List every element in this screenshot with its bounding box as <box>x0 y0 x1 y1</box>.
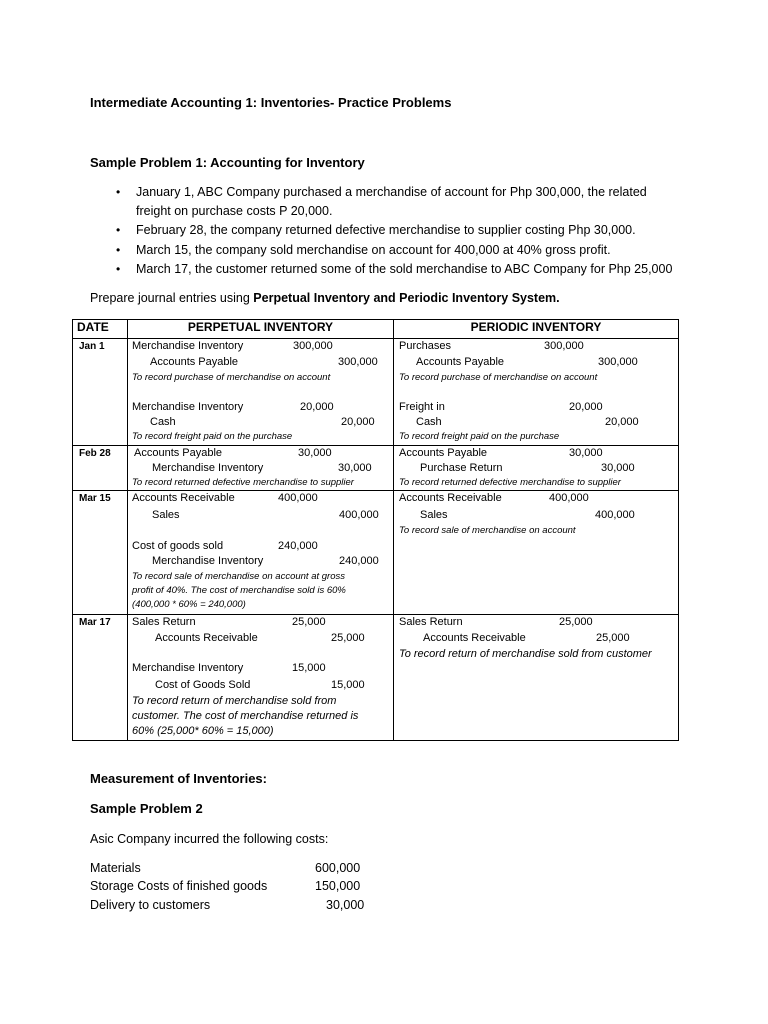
account-debit: Purchases <box>399 340 451 352</box>
entry-narration: To record sale of merchandise on account <box>399 525 576 536</box>
table-row <box>73 491 679 615</box>
account-credit: Purchase Return <box>420 462 503 474</box>
problem2-title: Sample Problem 2 <box>90 801 203 816</box>
bullet-dot-icon: • <box>116 223 121 237</box>
entry-narration: To record return of merchandise sold from <box>132 695 337 707</box>
account-debit: Sales Return <box>132 616 196 628</box>
debit-amount: 25,000 <box>292 616 326 628</box>
cost-label: Materials <box>90 861 141 875</box>
entry-narration: To record returned defective merchandise to supplier <box>132 477 354 488</box>
account-debit: Merchandise Inventory <box>132 401 244 413</box>
account-debit: Merchandise Inventory <box>132 340 244 352</box>
cost-amount: 600,000 <box>315 861 361 875</box>
table-row <box>73 339 679 446</box>
bullet-item-continued: freight on purchase costs P 20,000. <box>136 204 333 218</box>
bullet-item: March 17, the customer returned some of the sold merchandise to ABC Company for Php 25,000 <box>136 262 673 276</box>
account-credit: Merchandise Inventory <box>152 462 264 474</box>
account-debit: Accounts Payable <box>134 447 223 459</box>
debit-amount: 20,000 <box>300 401 334 413</box>
table-row <box>73 446 679 491</box>
account-credit: Accounts Receivable <box>423 632 526 644</box>
header-date: DATE <box>73 320 128 339</box>
entry-narration: To record returned defective merchandise to supplier <box>399 477 621 488</box>
account-credit: Accounts Receivable <box>155 632 258 644</box>
entry-narration: To record return of merchandise sold from customer <box>399 648 652 660</box>
credit-amount: 20,000 <box>341 416 375 428</box>
instruction-bold: Perpetual Inventory and Periodic Inventory System. <box>253 291 560 305</box>
entry-narration: To record purchase of merchandise on account <box>132 372 331 383</box>
measurement-title: Measurement of Inventories: <box>90 771 267 786</box>
credit-amount: 400,000 <box>595 509 635 521</box>
bullet-dot-icon: • <box>116 262 121 276</box>
date-cell: Mar 17 <box>79 617 111 628</box>
debit-amount: 30,000 <box>569 447 603 459</box>
table-header-row <box>73 320 679 339</box>
debit-amount: 300,000 <box>293 340 333 352</box>
entry-narration: 60% (25,000* 60% = 15,000) <box>132 725 274 737</box>
entry-narration: To record freight paid on the purchase <box>132 431 293 442</box>
header-perpetual: PERPETUAL INVENTORY <box>128 320 394 339</box>
debit-amount: 20,000 <box>569 401 603 413</box>
entry-narration: To record purchase of merchandise on account <box>399 372 598 383</box>
entry-narration: To record sale of merchandise on account at gross <box>132 571 345 582</box>
credit-amount: 300,000 <box>598 356 638 368</box>
account-debit: Cost of goods sold <box>132 540 224 552</box>
account-debit: Accounts Payable <box>399 447 488 459</box>
header-periodic: PERIODIC INVENTORY <box>394 320 679 339</box>
table-row <box>73 615 679 741</box>
account-credit: Sales <box>420 509 448 521</box>
debit-amount: 240,000 <box>278 540 318 552</box>
account-credit: Accounts Payable <box>416 356 505 368</box>
entry-narration: profit of 40%. The cost of merchandise sold is 60% <box>132 585 346 596</box>
bullet-item: January 1, ABC Company purchased a merchandise of account for Php 300,000, the related <box>136 185 647 199</box>
account-credit: Sales <box>152 509 180 521</box>
debit-amount: 25,000 <box>559 616 593 628</box>
debit-amount: 30,000 <box>298 447 332 459</box>
credit-amount: 30,000 <box>338 462 372 474</box>
account-debit: Merchandise Inventory <box>132 662 244 674</box>
credit-amount: 400,000 <box>339 509 379 521</box>
credit-amount: 240,000 <box>339 555 379 567</box>
account-credit: Cash <box>150 416 176 428</box>
credit-amount: 15,000 <box>331 679 365 691</box>
account-debit: Accounts Receivable <box>132 492 235 504</box>
account-credit: Merchandise Inventory <box>152 555 264 567</box>
account-credit: Cash <box>416 416 442 428</box>
credit-amount: 300,000 <box>338 356 378 368</box>
entry-narration: (400,000 * 60% = 240,000) <box>132 599 246 610</box>
bullet-dot-icon: • <box>116 243 121 257</box>
credit-amount: 20,000 <box>605 416 639 428</box>
problem1-title: Sample Problem 1: Accounting for Inventory <box>90 155 365 170</box>
journal-table <box>72 319 679 741</box>
date-cell: Mar 15 <box>79 493 111 504</box>
account-debit: Freight in <box>399 401 445 413</box>
bullet-item: February 28, the company returned defective merchandise to supplier costing Php 30,000. <box>136 223 636 237</box>
account-credit: Accounts Payable <box>150 356 239 368</box>
debit-amount: 300,000 <box>544 340 584 352</box>
debit-amount: 400,000 <box>278 492 318 504</box>
account-debit: Sales Return <box>399 616 463 628</box>
debit-amount: 15,000 <box>292 662 326 674</box>
cost-amount: 30,000 <box>326 898 365 912</box>
bullet-dot-icon: • <box>116 185 121 199</box>
debit-amount: 400,000 <box>549 492 589 504</box>
credit-amount: 25,000 <box>596 632 630 644</box>
date-cell: Feb 28 <box>79 448 111 459</box>
cost-amount: 150,000 <box>315 879 361 893</box>
date-cell: Jan 1 <box>79 341 105 352</box>
account-credit: Cost of Goods Sold <box>155 679 251 691</box>
cost-label: Delivery to customers <box>90 898 211 912</box>
entry-narration: customer. The cost of merchandise returned is <box>132 710 359 722</box>
credit-amount: 30,000 <box>601 462 635 474</box>
instruction-prefix: Prepare journal entries using <box>90 291 254 305</box>
account-debit: Accounts Receivable <box>399 492 502 504</box>
cost-label: Storage Costs of finished goods <box>90 879 268 893</box>
document-heading: Intermediate Accounting 1: Inventories- Practice Problems <box>90 95 452 110</box>
bullet-item: March 15, the company sold merchandise on account for 400,000 at 40% gross profit. <box>136 243 611 257</box>
entry-narration: To record freight paid on the purchase <box>399 431 560 442</box>
instruction-text <box>90 291 560 305</box>
problem2-intro: Asic Company incurred the following costs: <box>90 832 329 846</box>
credit-amount: 25,000 <box>331 632 365 644</box>
